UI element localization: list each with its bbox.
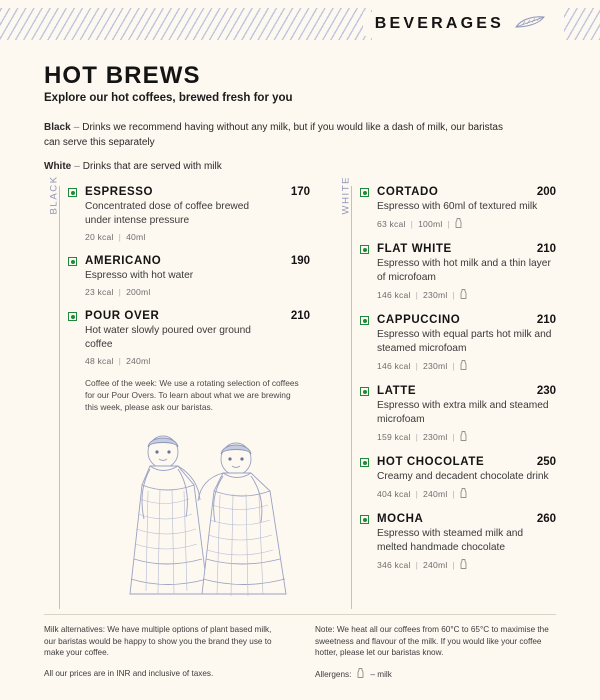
item-description: Espresso with hot milk and a thin layer of microfoam <box>377 258 551 283</box>
menu-item[interactable] <box>360 186 556 230</box>
item-meta <box>377 360 556 372</box>
legend-white-text: Drinks that are served with milk <box>82 161 222 172</box>
item-price: 210 <box>536 243 556 255</box>
item-description: Espresso with hot water <box>85 270 194 281</box>
legend-white <box>44 159 514 174</box>
item-volume: 230ml <box>423 361 448 371</box>
item-description: Espresso with steamed milk and melted handmade chocolate <box>377 528 524 553</box>
item-name: AMERICANO <box>85 255 162 267</box>
legend-white-dash: – <box>74 161 80 172</box>
footer-temperature-note: Note: We heat all our coffees from 60°C to 65°C to maximise the sweetness and flavour of the milk. If you would like your coffee hotter, please let our baristas know. <box>315 625 549 657</box>
items-black <box>66 186 310 609</box>
menu-item[interactable] <box>68 310 310 366</box>
veg-mark-icon <box>360 188 369 197</box>
veg-mark-icon <box>360 458 369 467</box>
rail-line-black <box>59 186 60 609</box>
legend-black-term: Black <box>44 122 71 133</box>
meta-separator: | <box>452 560 455 570</box>
item-meta <box>377 431 556 443</box>
item-name: ESPRESSO <box>85 186 154 198</box>
item-price: 250 <box>536 456 556 468</box>
footer-allergens <box>315 668 556 682</box>
item-volume: 100ml <box>418 219 443 229</box>
item-kcal: 48 kcal <box>85 356 114 366</box>
legend-white-term: White <box>44 161 72 172</box>
rail-black <box>44 175 66 609</box>
item-price: 260 <box>536 513 556 525</box>
header-stripes-right <box>564 8 600 40</box>
meta-separator: | <box>452 361 455 371</box>
item-description: Concentrated dose of coffee brewed under intense pressure <box>85 201 250 226</box>
item-kcal: 146 kcal <box>377 290 411 300</box>
rail-line-white <box>351 186 352 609</box>
item-volume: 40ml <box>126 232 146 242</box>
veg-mark-icon <box>360 316 369 325</box>
item-head <box>85 186 310 198</box>
rail-label-white: WHITE <box>340 175 352 215</box>
meta-separator: | <box>452 290 455 300</box>
menu-page <box>0 48 600 609</box>
meta-separator: | <box>415 432 419 442</box>
milk-allergen-icon <box>460 488 467 500</box>
item-head <box>377 314 556 326</box>
item-kcal: 63 kcal <box>377 219 406 229</box>
meta-separator: | <box>415 489 419 499</box>
item-name: CORTADO <box>377 186 439 198</box>
item-head <box>85 255 310 267</box>
allergens-value: – milk <box>370 669 392 679</box>
item-description: Espresso with equal parts hot milk and steamed microfoam <box>377 329 552 354</box>
item-description: Espresso with extra milk and steamed microfoam <box>377 400 549 425</box>
footer-milk-alternatives: Milk alternatives: We have multiple options of plant based milk, our baristas would be happy to show you the brand they use to make your coffee. <box>44 625 272 657</box>
items-white <box>358 186 556 609</box>
milk-allergen-icon <box>455 218 462 230</box>
meta-separator: | <box>118 232 122 242</box>
item-description: Espresso with 60ml of textured milk <box>377 201 538 212</box>
footer-right <box>315 624 556 690</box>
meta-separator: | <box>415 361 419 371</box>
header-title: BEVERAGES <box>374 15 504 32</box>
meta-separator: | <box>415 290 419 300</box>
header-title-block <box>363 12 554 36</box>
item-kcal: 146 kcal <box>377 361 411 371</box>
item-meta <box>377 488 556 500</box>
legend-black-text: Drinks we recommend having without any milk, but if you would like a dash of milk, our baristas can serve this separately <box>44 122 503 148</box>
item-description: Hot water slowly poured over ground coffee <box>85 325 251 350</box>
meta-separator: | <box>118 287 122 297</box>
item-meta <box>85 232 310 242</box>
item-meta <box>85 287 310 297</box>
meta-separator: | <box>410 219 414 229</box>
item-volume: 230ml <box>423 432 448 442</box>
veg-mark-icon <box>68 257 77 266</box>
item-name: POUR OVER <box>85 310 160 322</box>
page-footer <box>44 614 556 690</box>
milk-allergen-icon <box>460 360 467 372</box>
item-kcal: 23 kcal <box>85 287 114 297</box>
veg-mark-icon <box>360 387 369 396</box>
veg-mark-icon <box>68 312 77 321</box>
item-meta <box>377 289 556 301</box>
menu-item[interactable] <box>68 186 310 242</box>
allergens-label: Allergens: <box>315 669 352 679</box>
legend-black-dash: – <box>73 122 80 133</box>
illustration-two-figures <box>90 419 310 609</box>
meta-separator: | <box>452 432 455 442</box>
milk-allergen-icon <box>460 289 467 301</box>
item-volume: 240ml <box>126 356 151 366</box>
item-meta <box>377 559 556 571</box>
item-kcal: 346 kcal <box>377 560 411 570</box>
page-header <box>0 0 600 48</box>
item-volume: 230ml <box>423 290 448 300</box>
item-volume: 200ml <box>126 287 151 297</box>
leaf-icon <box>514 14 546 35</box>
milk-allergen-icon <box>357 668 364 682</box>
item-head <box>377 186 556 198</box>
milk-allergen-icon <box>460 559 467 571</box>
column-white <box>336 175 556 609</box>
rail-white <box>336 175 358 609</box>
veg-mark-icon <box>68 188 77 197</box>
item-volume: 240ml <box>423 489 448 499</box>
coffee-of-the-week-note: Coffee of the week: We use a rotating selection of coffees for our Pour Overs. To learn about what we are brewing this week, please ask our baristas. <box>85 378 299 412</box>
page-title: HOT BREWS <box>44 62 201 89</box>
footer-left <box>44 624 285 690</box>
page-subtitle: Explore our hot coffees, brewed fresh for you <box>44 92 293 104</box>
item-name: HOT CHOCOLATE <box>377 456 485 468</box>
item-name: MOCHA <box>377 513 424 525</box>
item-name: FLAT WHITE <box>377 243 452 255</box>
item-price: 210 <box>536 314 556 326</box>
item-head <box>377 243 556 255</box>
item-kcal: 404 kcal <box>377 489 411 499</box>
menu-item[interactable] <box>360 314 556 372</box>
meta-separator: | <box>452 489 455 499</box>
item-price: 230 <box>536 385 556 397</box>
item-kcal: 20 kcal <box>85 232 114 242</box>
menu-item[interactable] <box>360 243 556 301</box>
item-price: 190 <box>290 255 310 267</box>
meta-separator: | <box>118 356 122 366</box>
column-black <box>44 175 310 609</box>
header-stripes-left <box>0 8 372 40</box>
menu-item[interactable] <box>360 456 556 500</box>
meta-separator: | <box>447 219 450 229</box>
menu-columns <box>44 175 556 609</box>
rail-label-black: BLACK <box>48 175 60 215</box>
item-head <box>85 310 310 322</box>
item-head <box>377 456 556 468</box>
item-price: 170 <box>290 186 310 198</box>
veg-mark-icon <box>360 245 369 254</box>
footer-prices: All our prices are in INR and inclusive of taxes. <box>44 668 214 678</box>
item-meta <box>85 356 310 366</box>
item-meta <box>377 218 556 230</box>
item-description: Creamy and decadent chocolate drink <box>377 471 549 482</box>
menu-item[interactable] <box>68 255 310 297</box>
menu-item[interactable] <box>360 385 556 443</box>
item-volume: 240ml <box>423 560 448 570</box>
legend-black <box>44 120 514 150</box>
milk-allergen-icon <box>460 431 467 443</box>
meta-separator: | <box>415 560 419 570</box>
item-kcal: 159 kcal <box>377 432 411 442</box>
menu-item[interactable] <box>360 513 556 571</box>
item-price: 200 <box>536 186 556 198</box>
item-head <box>377 385 556 397</box>
item-name: CAPPUCCINO <box>377 314 461 326</box>
veg-mark-icon <box>360 515 369 524</box>
item-price: 210 <box>290 310 310 322</box>
item-head <box>377 513 556 525</box>
item-name: LATTE <box>377 385 417 397</box>
